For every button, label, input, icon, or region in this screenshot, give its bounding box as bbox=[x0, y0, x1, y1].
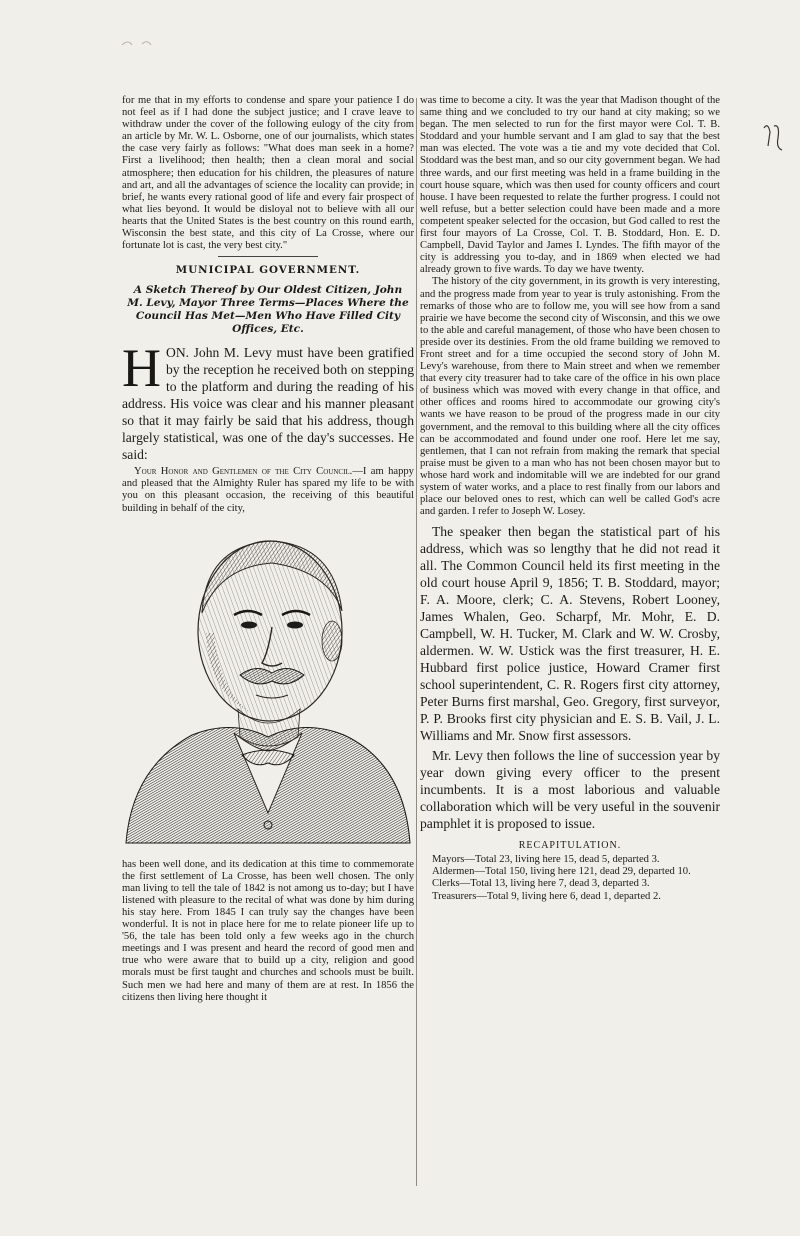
recap-list bbox=[420, 854, 720, 902]
left-column bbox=[122, 95, 414, 1190]
portrait-engraving bbox=[122, 523, 414, 853]
right-paragraph-1: was time to become a city. It was the year that Madison thought of the same thing and we concluded to try our hand at city making; so we began. The men selected to run for the first mayor were Col. T. B. Stoddard and your humble servant and I am glad to say that the best man was elected. The vote was a tie and my vote decided that Col. Stoddard was the best man, and so our city government began. We had three wards, and our first meeting was held in a frame building in the court house square, which was then used for county officers and court house. I have been requested to relate the further progress. I could not well refuse, but a better selection could have been made and a more competent speaker selected for the occasion, but God called to rest the first four mayors of La Crosse, Col. T. B. Stoddard, Hon. E. D. Campbell, David Taylor and James I. Lyndes. The fifth mayor of the city is addressing you to-day, and in 1869 when elected we had already grown to five wards. To day we have twenty. bbox=[420, 95, 720, 276]
lead-paragraph: ON. John M. Levy must have been gratified by the reception he received both on stepping to the platform and during the reading of his address. His voice was clear and his manner pleasant so that it may fairly be said that his address, though largely statistical, was one of the day's successes. He said: bbox=[122, 345, 414, 463]
subheadline: A Sketch Thereof by Our Oldest Citizen, John M. Levy, Mayor Three Terms—Places Where the Council Has Met—Men Who Have Filled City Offices, Etc. bbox=[127, 284, 409, 336]
lead-block bbox=[122, 338, 414, 463]
headline: MUNICIPAL GOVERNMENT. bbox=[175, 264, 361, 277]
recap-mayors: Mayors—Total 23, living here 15, dead 5, departed 3. bbox=[432, 854, 660, 866]
intro-paragraph: for me that in my efforts to condense and spare your patience I do not feel as if I had done the subject justice; and I crave leave to withdraw under the cover of the following eulogy of the city from an article by Mr. W. L. Osborne, one of our journalists, which states the case very fairly as follows: "What does man seek in a home? First a livelihood; then health; then a clean moral and social atmosphere; then education for his children, the pleasures of nature and art, and all the advantages of science the locality can provide; in brief, he wants every rational good of life and every fair prospect of what lies beyond. It would be disloyal not to believe with all our hearts that the United States is the best country on this round earth, Wisconsin the best state, and this city of La Crosse, where our fortunate lot is cast, the very best city." bbox=[122, 95, 414, 252]
right-paragraph-3: The speaker then began the statistical part of his address, which was so lengthy that he did not read it all. The Common Council held its first meeting in the old court house April 9, 1856; T. B. Stoddard, mayor; F. A. Moore, clerk; C. A. Stevens, Robert Looney, James Whalen, Geo. Scharpf, Mr. Mohr, E. D. Campbell, W. H. Tucker, M. Clark and W. W. Crosby, aldermen. W. W. Ustick was the first treasurer, H. E. Hubbard first police justice, Howard Cramer first school superintendent, C. R. Rogers first city attorney, Peter Burns first marshal, Geo. Gregory, first surveyor, P. P. Brooks first city physician and E. S. B. Vail, J. L. Williams and Mr. Snow first assessors. bbox=[420, 524, 720, 744]
address-opening bbox=[122, 466, 414, 514]
right-paragraph-2: The history of the city government, in its growth is very interesting, and the progress made from year to year is truly astonishing. From the remarks of those who are to follow me, you will see how from a sand prairie we have become the second city of Wisconsin, and this we owe to the able and careful management, of those who have been chosen to preside over its destinies. From the old frame building we removed to Front street and for a time occupied the second story of John M. Levy's warehouse, from there to Main street and when we remember that every city treasurer had to take care of the office in his own place of business which was moved with every change in that office, and other offices and rooms hired to accommodate our growing city's wants we have reason to be proud of the progress made in our city government, and the removal to this building where all the city offices can be accommodated and found under one roof. Here let me say, gentlemen, that I can not refrain from making the remark that special praise must be given to a man who has not been chosen mayor but to whose hard work and indomitable will we are indebted for our grand system of water works, and a place to rest finally from our labors and place our beloved ones to rest, which can well be called God's acre and garden. I refer to Joseph W. Losey. bbox=[420, 276, 720, 518]
right-paragraph-4: Mr. Levy then follows the line of succession year by year down giving every officer to the present incumbents. It is a most laborious and valuable collaboration which will be very useful in the souvenir pamphlet it is proposed to issue. bbox=[420, 748, 720, 832]
section-rule bbox=[218, 256, 318, 257]
recap-title: RECAPITULATION. bbox=[518, 840, 622, 852]
address-continued: has been well done, and its dedication at this time to commemorate the first settlement of La Crosse, has been well chosen. The only man living to tell the tale of 1842 is not among us to-day; but I have listened with pleasure to the recital of what was done by him during his stay here. From 1845 I can truly say the changes have been wonderful. It is not in place here for me to relate pioneer life up to '56, the tale has been told only a few weeks ago in the church meetings and I was present and heard the record of good men and true who were aware that to build up a city, religion and good morals must be first taught and churches and schools must be built. Such men we had here and many of them are at rest. In 1856 the citizens then living here thought it bbox=[122, 858, 414, 1003]
address-salutation: Your Honor and Gentlemen of the City Council. bbox=[134, 466, 353, 478]
drop-cap: H bbox=[122, 338, 161, 399]
page-blemish-icon bbox=[120, 36, 180, 50]
engraved-portrait-icon bbox=[126, 541, 410, 843]
recap-treasurers: Treasurers—Total 9, living here 6, dead 1, departed 2. bbox=[432, 890, 661, 902]
recap-clerks: Clerks—Total 13, living here 7, dead 3, departed 3. bbox=[432, 878, 650, 890]
margin-mark-icon bbox=[758, 118, 788, 158]
recap-aldermen: Aldermen—Total 150, living here 121, dead 29, departed 10. bbox=[432, 866, 691, 878]
address-text: —I am happy and pleased that the Almighty Ruler has spared my life to be with you on this pleasant occasion, the receiving of this beautiful building in behalf of the city, bbox=[122, 466, 414, 514]
right-column bbox=[420, 95, 720, 1190]
column-divider bbox=[416, 98, 417, 1186]
